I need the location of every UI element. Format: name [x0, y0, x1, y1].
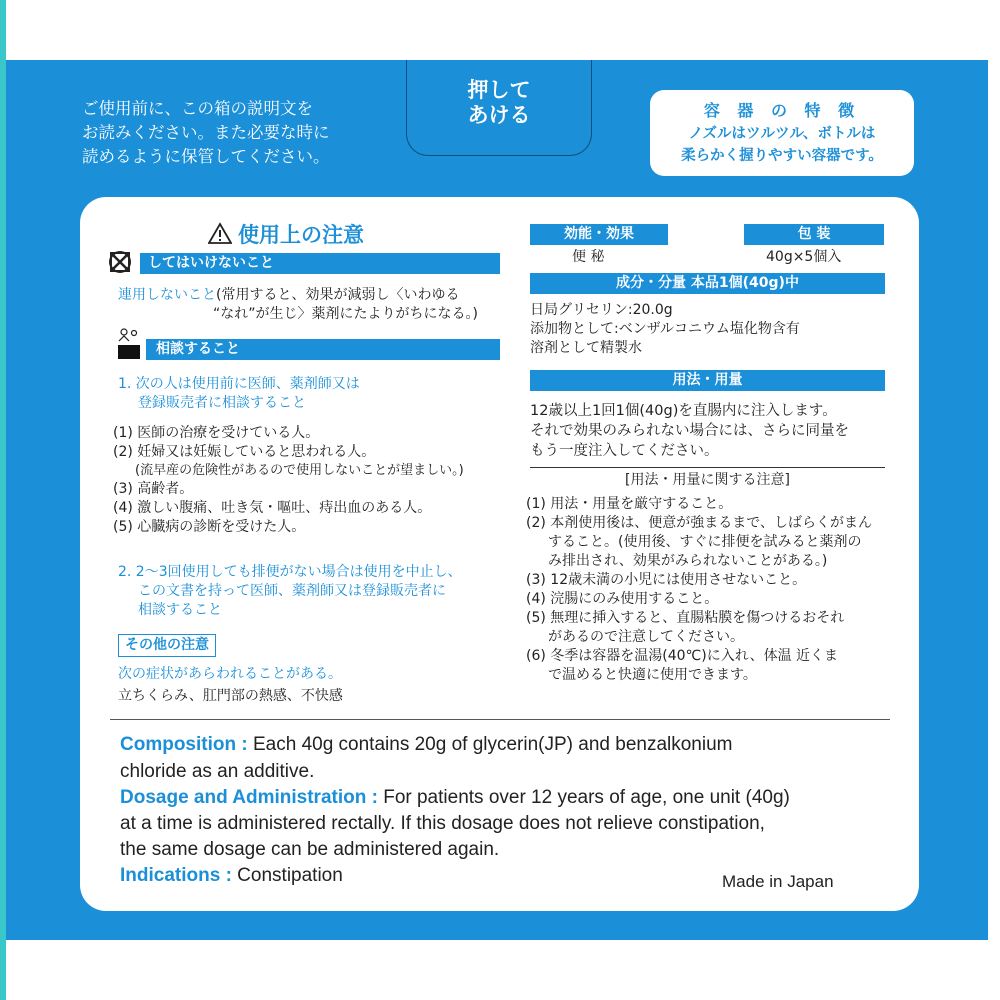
consult-item: (5) 心臓病の診断を受けた人。: [113, 519, 306, 535]
made-in-japan: Made in Japan: [722, 872, 834, 891]
dosage-note: (2) 本剤使用後は、便意が強まるまで、しばらくがまん: [526, 515, 872, 531]
section-divider: [110, 719, 890, 720]
instructions-line: 読めるように保管してください。: [82, 147, 330, 166]
divider: [530, 467, 885, 468]
other-symptoms: 立ちくらみ、肛門部の熱感、不快感: [118, 688, 343, 704]
instructions-line: お読みください。また必要な時に: [82, 123, 330, 142]
dosage-en-line-2: at a time is administered rectally. If this dosage does not relieve constipation,: [120, 813, 765, 834]
dosage-note: (5) 無理に挿入すると、直腸粘膜を傷つけるおそれ: [526, 610, 845, 626]
ingredient-line: 日局グリセリン:20.0g: [530, 302, 673, 318]
dont-reason-2: “なれ”が生じ〉薬剤にたよりがちになる。): [213, 306, 478, 322]
consult-item: (1) 医師の治療を受けている人。: [113, 425, 320, 441]
dosage-note-cont: で温めると快適に使用できます。: [548, 667, 757, 683]
tab-label: あける: [467, 103, 531, 127]
other-text: 次の症状があらわれることがある。: [118, 666, 342, 682]
dosage-note: (4) 浣腸にのみ使用すること。: [526, 591, 719, 607]
consult-1-items: [113, 424, 523, 537]
tab-label: 押して: [467, 78, 531, 102]
consult-2-line: この文書を持って医師、薬剤師又は登録販売者に: [138, 583, 446, 599]
composition-line: [120, 733, 733, 757]
ingredient-line: 添加物として:ベンザルコニウム塩化物含有: [530, 321, 800, 337]
consult-2-line: 相談すること: [138, 602, 222, 618]
instructions-line: ご使用前に、この箱の説明文を: [82, 99, 313, 118]
consult-item: (3) 高齢者。: [113, 481, 194, 497]
dosage-note: (3) 12歳未満の小児には使用させないこと。: [526, 572, 807, 588]
indications-line: [120, 864, 343, 888]
dosage-note: (6) 冬季は容器を温湯(40℃)に入れ、体温 近くま: [526, 648, 839, 664]
ingredients-header: 成分・分量 本品1個(40g)中: [530, 273, 885, 294]
dosage-en-label: Dosage and Administration :: [120, 787, 378, 808]
dosage-line: もう一度注入してください。: [530, 443, 719, 459]
consult-header: 相談すること: [146, 339, 500, 360]
dosage-en-text: For patients over 12 years of age, one unit (40g): [377, 787, 790, 808]
dosage-line: 12歳以上1回1個(40g)を直腸内に注入します。: [530, 403, 837, 419]
consult-item: (4) 激しい腹痛、吐き気・嘔吐、痔出血のある人。: [113, 500, 432, 516]
other-header: その他の注意: [118, 634, 216, 657]
effect-header: 効能・効果: [530, 224, 668, 245]
dosage-header: 用法・用量: [530, 370, 885, 391]
caution-title: 使用上の注意: [238, 223, 364, 247]
dosage-text: [530, 401, 910, 461]
dont-reason: (常用すると、効果が減弱し〈いわゆる: [216, 287, 460, 303]
instructions-text: [82, 97, 392, 169]
dosage-notes: [526, 495, 911, 685]
effect-value: 便 秘: [572, 249, 605, 265]
dosage-note-cont: すること。(使用後、すぐに排便を試みると薬剤の: [548, 534, 862, 550]
package-header: 包 装: [744, 224, 884, 245]
ingredient-line: 溶剤として精製水: [530, 340, 642, 356]
dont-text: [118, 286, 518, 324]
caution-heading: [208, 219, 364, 249]
consult-2-line: 2. 2〜3回使用しても排便がない場合は使用を中止し、: [118, 564, 462, 580]
dont-rule: 連用しないこと: [118, 287, 216, 303]
composition-label: Composition :: [120, 734, 248, 755]
features-title: 容 器 の 特 徴: [703, 101, 861, 120]
dosage-line: それで効果のみられない場合には、さらに同量を: [530, 423, 849, 439]
container-features-box: [650, 90, 914, 176]
dosage-notes-header: [用法・用量に関する注意]: [625, 472, 790, 488]
dosage-note-cont: があるので注意してください。: [548, 629, 744, 645]
features-line: ノズルはツルツル、ボトルは: [688, 126, 876, 142]
consult-1-line: 1. 次の人は使用前に医師、薬剤師又は: [118, 376, 360, 392]
composition-line-2: chloride as an additive.: [120, 761, 315, 782]
consult-item: (2) 妊婦又は妊娠していると思われる人。: [113, 444, 376, 460]
dosage-note-cont: み排出され、効果がみられないことがある。): [548, 553, 828, 569]
indications-text: Constipation: [231, 865, 343, 886]
consult-item-note: (流早産の危険性があるので使用しないことが望ましい。): [135, 463, 464, 478]
dosage-note: (1) 用法・用量を厳守すること。: [526, 496, 733, 512]
composition-text: Each 40g contains 20g of glycerin(JP) and benzalkonium: [247, 734, 733, 755]
ingredients-list: [530, 301, 800, 358]
consult-2: [118, 563, 528, 620]
push-open-tab[interactable]: [406, 60, 592, 156]
warning-icon: [208, 222, 232, 244]
dosage-en-line: [120, 786, 790, 810]
package-value: 40g×5個入: [766, 249, 842, 265]
prohibited-icon: [108, 250, 132, 274]
indications-label: Indications :: [120, 865, 232, 886]
dont-header: してはいけないこと: [140, 253, 500, 274]
consult-doctor-icon: [117, 327, 141, 359]
consult-1-line: 登録販売者に相談すること: [138, 395, 306, 411]
consult-1: [118, 375, 360, 413]
features-line: 柔らかく握りやすい容器です。: [681, 148, 883, 164]
dosage-en-line-3: the same dosage can be administered again.: [120, 839, 500, 860]
